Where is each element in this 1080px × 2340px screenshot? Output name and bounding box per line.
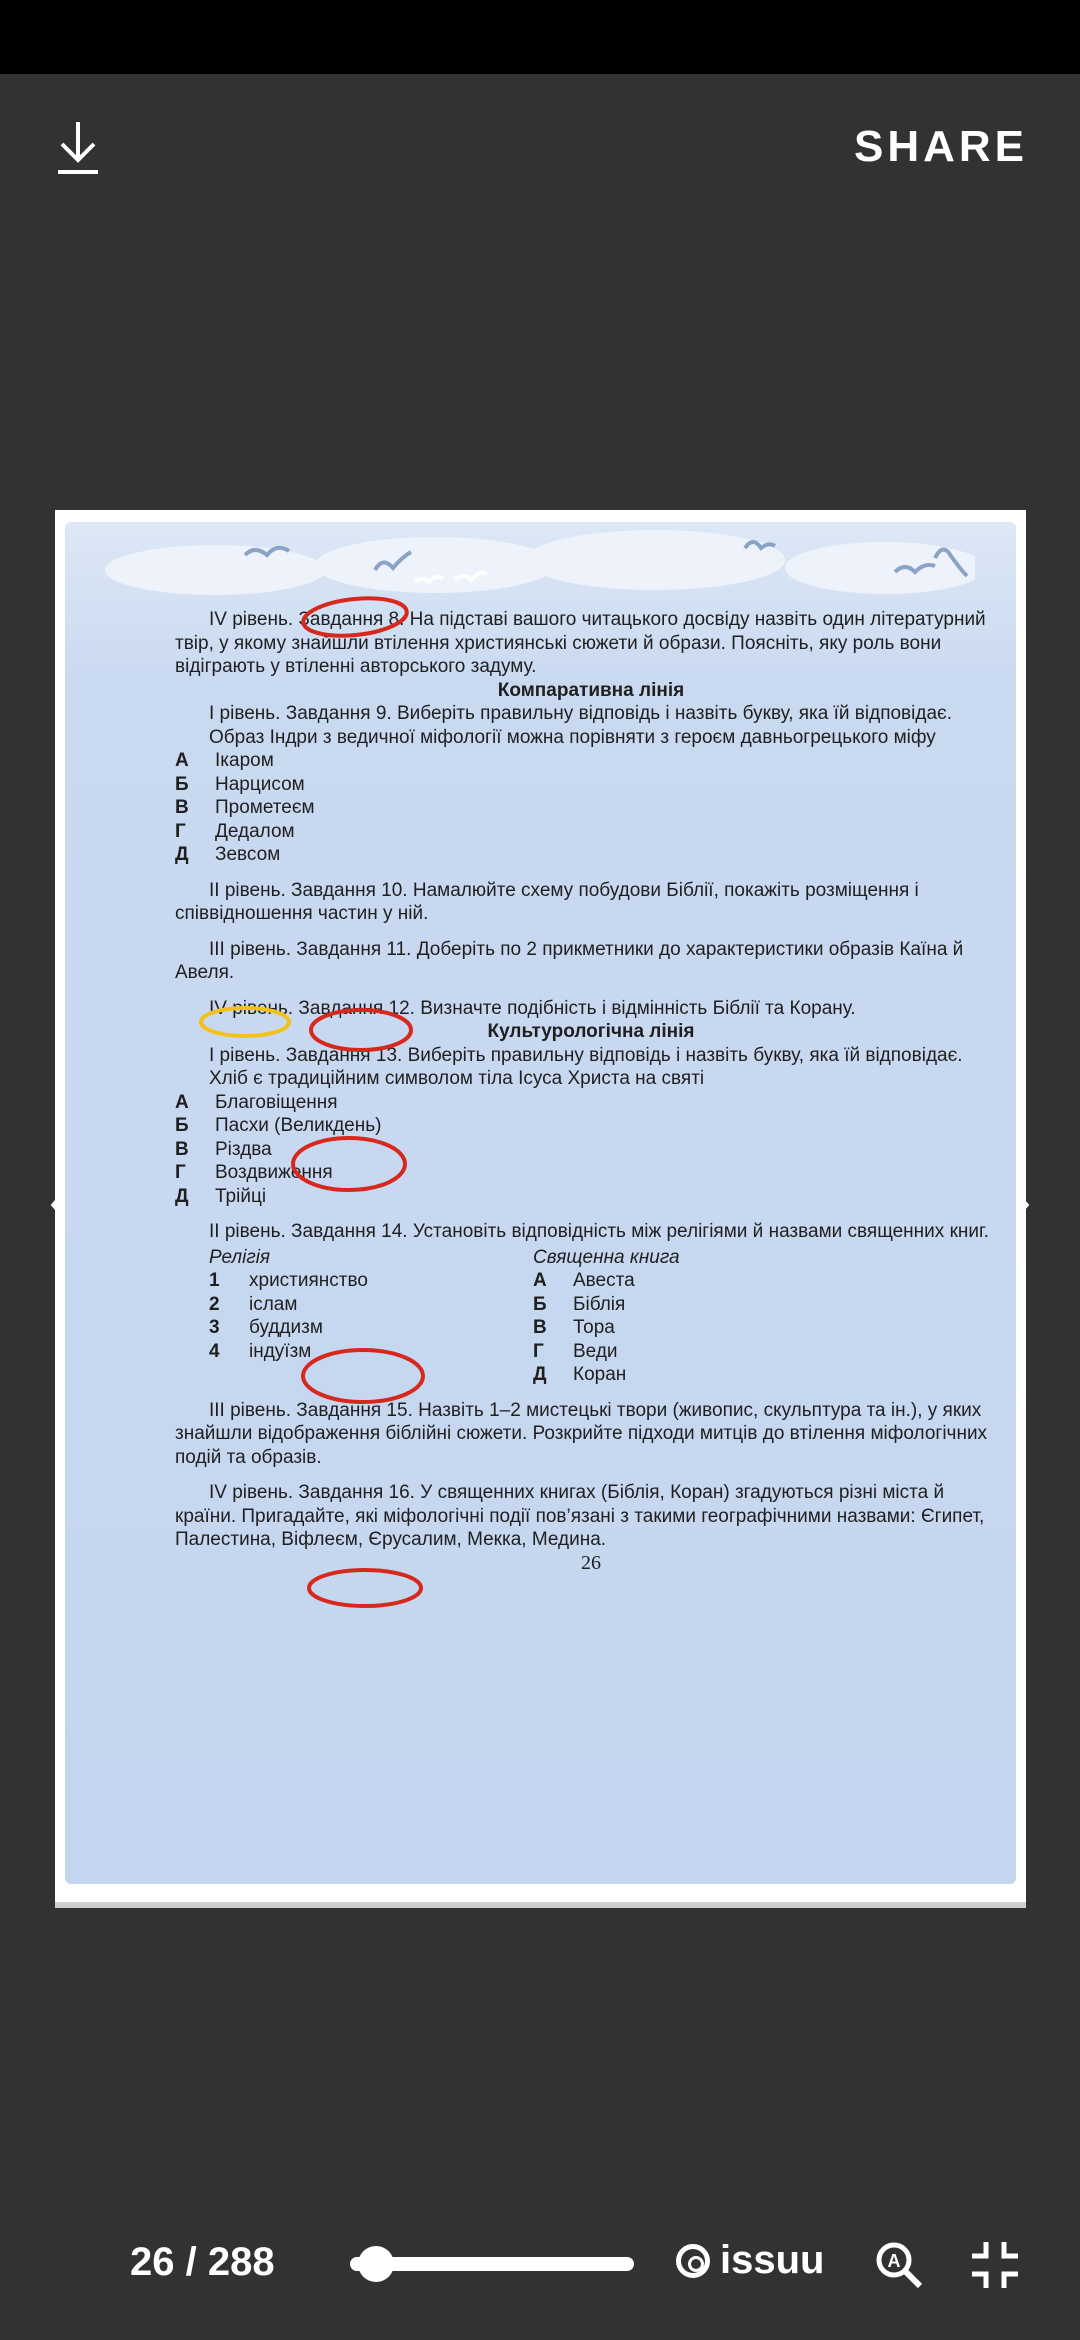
list-item: Б Біблія [533,1293,626,1315]
task-9-options [175,749,1007,867]
task-9: І рівень. Завдання 9. Виберіть правильну відповідь і назвіть букву, яка їй відповідає. [209,703,953,724]
column-header: Релігія [209,1246,271,1268]
share-button[interactable]: SHARE [853,122,1028,171]
list-item: Г Дедалом [175,820,295,842]
list-item: А Авеста [533,1270,635,1291]
list-item: Д Коран [533,1364,627,1385]
task-11: ІІІ рівень. Завдання 11. Доберіть по 2 прикметники до характеристики образів Каїна й Авеля. [175,938,964,983]
section-heading-cultural: Культурологічна лінія [487,1021,695,1042]
task-13-options [175,1091,1007,1209]
list-item: 2 іслам [209,1293,298,1315]
list-item: В Тора [533,1317,615,1338]
svg-text:A: A [887,2251,901,2271]
clouds-birds-decoration [95,510,975,600]
exit-fullscreen-icon[interactable] [968,2240,1022,2290]
column-header: Священна книга [533,1246,680,1268]
list-item: В Різдва [175,1138,272,1160]
list-item: А Благовіщення [175,1091,338,1113]
task-16: IV рівень. Завдання 16. У священних книгах (Біблія, Коран) згадуються різні міста й країни. Пригадайте, які міфологічні події пов’язані з такими географічними назвами: Єгипет, Палестина, Віфлеєм, Єрусалим, Мекка, Медина. [175,1482,985,1550]
page-counter: 26 / 288 [130,2240,275,2284]
list-item: В Прометеєм [175,797,315,818]
download-icon[interactable] [52,118,104,180]
task-13: І рівень. Завдання 13. Виберіть правильну відповідь і назвіть букву, яка їй відповідає. [209,1044,963,1066]
task-8: IV рівень. Завдання 8. На підставі вашого читацького досвіду назвіть один літературний твір, у якому знайшли втілення християнські сюжети й образи. Поясніть, яку роль вони відіграють у втіленні авторського задуму. [175,609,986,677]
list-item: Д Трійці [175,1185,267,1207]
slider-handle[interactable] [358,2246,394,2282]
task-13-question: Хліб є традиційним символом тіла Ісуса Христа на святі [209,1068,705,1089]
page-number: 26 [581,1551,601,1574]
task-14: ІІ рівень. Завдання 14. Установіть відповідність між релігіями й назвами священних книг. [209,1221,989,1242]
matching-table [175,1246,1007,1387]
list-item: Б Пасхи (Великдень) [175,1115,382,1136]
list-item: Г Воздвиження [175,1162,333,1183]
issuu-logo-icon [676,2244,710,2278]
section-heading-comparative: Компаративна лінія [497,679,685,701]
list-item: 1 християнство [209,1270,368,1291]
status-bar [0,0,1080,74]
issuu-logo: issuu [676,2238,824,2283]
task-10: ІІ рівень. Завдання 10. Намалюйте схему побудови Біблії, покажіть розміщення і співвідношення частин у ній. [175,879,919,924]
task-12: IV рівень. Завдання 12. Визначте подібність і відмінність Біблії та Корану. [209,997,856,1019]
page-text [175,608,1007,1575]
sacred-book-column [533,1246,823,1387]
religion-column [209,1246,499,1387]
list-item: 3 буддизм [209,1317,323,1338]
list-item: Б Нарцисом [175,773,305,795]
page-slider[interactable] [350,2257,634,2271]
document-page [55,510,1026,1908]
task-9-question: Образ Індри з ведичної міфології можна порівняти з героєм давньогрецького міфу [209,726,936,748]
list-item: Д Зевсом [175,844,281,865]
zoom-icon[interactable] [874,2240,924,2290]
list-item: 4 індуїзм [209,1340,312,1362]
list-item: А Ікаром [175,750,274,771]
task-15: ІІІ рівень. Завдання 15. Назвіть 1–2 мистецькі твори (живопис, скульптура та ін.), у яких знайшли відображення біблійні сюжети. Розкрийте підходи митців до втілення міфологічних подій та образів. [175,1399,988,1468]
list-item: Г Веди [533,1340,618,1362]
